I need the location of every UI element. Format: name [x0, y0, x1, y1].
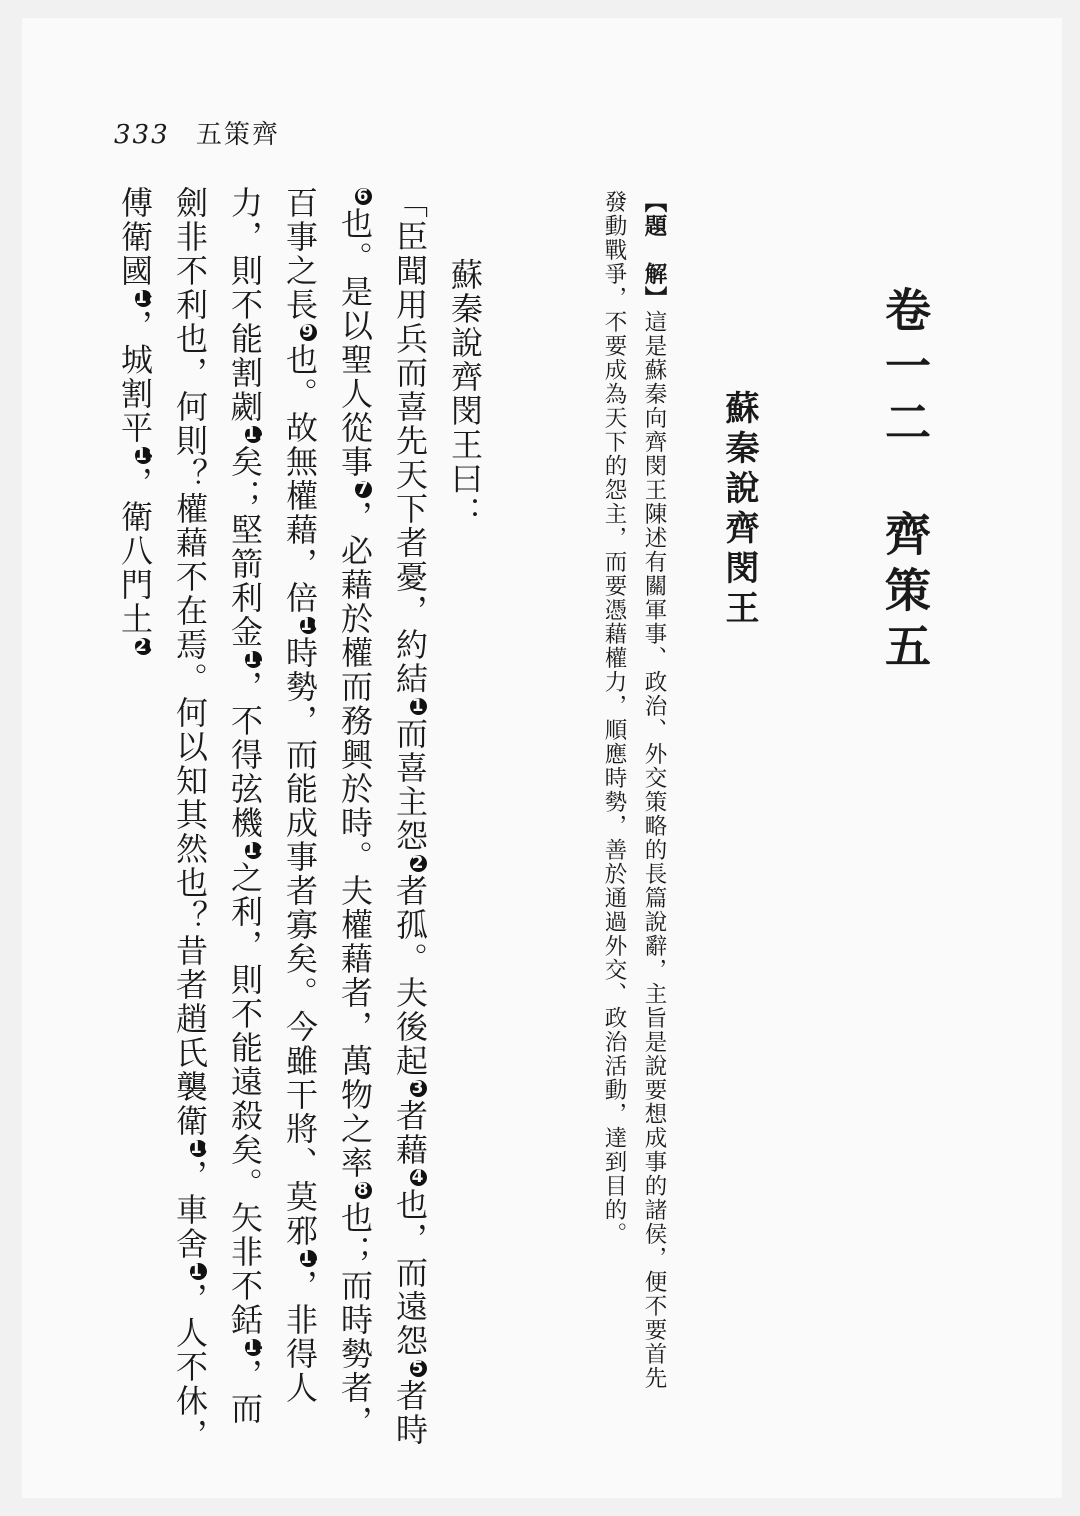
body-text-segment: 也；而時勢者，百事之長: [281, 186, 374, 1439]
section-title: 蘇秦說齊閔王: [719, 390, 759, 630]
body-text-segment: ，衛八門土: [116, 466, 154, 636]
footnote-marker: 13: [245, 649, 273, 669]
footnote-marker: 20: [135, 636, 163, 656]
chapter-heading: 卷一二 齊策五: [878, 286, 932, 678]
footnote-marker: 2: [411, 853, 426, 873]
body-text-segment: 者孤。夫後起: [391, 874, 429, 1078]
body-text-segment: ，必藉於權而務興於時。夫權藉者，萬物之率: [336, 500, 374, 1180]
body-text-segment: 而喜主怨: [391, 717, 429, 853]
intro-paragraph: [592, 190, 674, 1400]
book-page: [22, 18, 1062, 1498]
body-text-segment: 「臣聞用兵而喜先天下者憂，約結: [391, 186, 429, 696]
footnote-marker: 18: [135, 288, 163, 308]
footnote-marker: 9: [301, 322, 316, 342]
footnote-marker: 6: [356, 186, 371, 206]
body-lead: 蘇秦說齊閔王曰：: [446, 258, 484, 530]
body-paragraph: [116, 186, 429, 1452]
intro-label: 【題 解】: [641, 190, 667, 310]
running-title: 五策齊: [195, 120, 280, 150]
footnote-marker: 1: [411, 696, 426, 716]
body-text-segment: ，車舍: [171, 1159, 209, 1261]
footnote-marker: 4: [411, 1167, 426, 1187]
body-text-segment: ，非得人力，則不能割劌: [226, 186, 319, 1405]
footnote-marker: 7: [356, 479, 371, 499]
footnote-marker: 15: [245, 1337, 273, 1357]
body-text-segment: ，城割平: [116, 309, 154, 445]
footnote-marker: 8: [356, 1180, 371, 1200]
body-text-segment: 者藉: [391, 1099, 429, 1167]
footnote-marker: 17: [190, 1261, 218, 1281]
body-text-segment: ，而劍非不利也，何則？權藉不在焉。何以知其然也？昔者趙氏襲衛: [171, 186, 264, 1426]
footnote-marker: 14: [245, 840, 273, 860]
body-text-segment: 矣；堅箭利金: [226, 445, 264, 649]
running-head: [114, 114, 280, 151]
footnote-marker: 19: [135, 445, 163, 465]
intro-text: 這是蘇秦向齊閔王陳述有關軍事、政治、外交策略的長篇說辭，主旨是說要想成事的諸侯，便不要首先發動戰爭，不要成為天下的怨主，而要憑藉權力，順應時勢，善於通過外交、政治活動，達到目的。: [601, 190, 667, 1390]
footnote-marker: 3: [411, 1078, 426, 1098]
body-text-segment: 時勢，而能成事者寡矣。今雖干將、莫邪: [281, 636, 319, 1248]
body-text-segment: ，人不休，傅衛國: [116, 186, 209, 1452]
body-text-segment: 也，而遠怨: [391, 1188, 429, 1358]
body-text-segment: 也。是以聖人從事: [336, 207, 374, 479]
body-text-segment: 也。故無權藉，倍: [281, 343, 319, 615]
body-text-segment: 之利，則不能遠殺矣。矢非不銛: [226, 861, 264, 1337]
body-text-segment: ，不得弦機: [226, 670, 264, 840]
footnote-marker: 11: [300, 1248, 328, 1268]
body-text: [116, 186, 492, 1456]
footnote-marker: 12: [245, 424, 273, 444]
footnote-marker: 10: [300, 615, 328, 635]
footnote-marker: 5: [411, 1358, 426, 1378]
page-number: 333: [114, 120, 170, 150]
footnote-marker: 16: [190, 1138, 218, 1158]
body-text-segment: 者時: [391, 1379, 429, 1447]
